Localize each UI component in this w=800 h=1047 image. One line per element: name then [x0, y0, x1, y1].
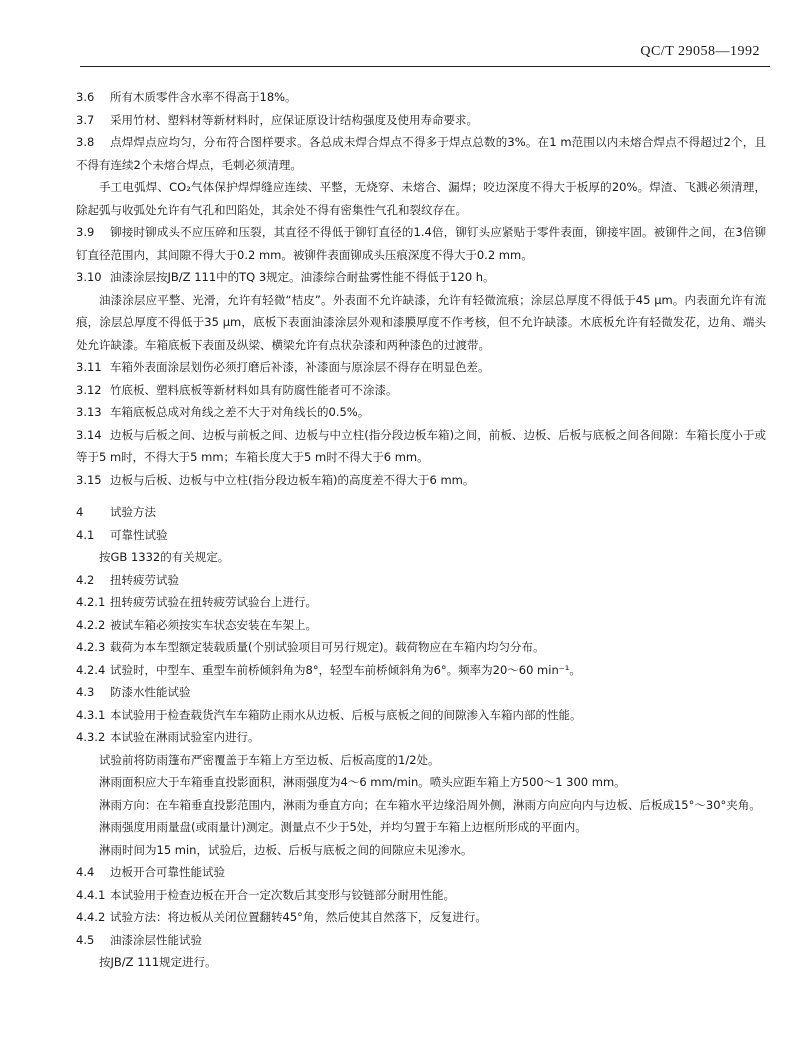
clause-number: 3.12 [76, 382, 102, 397]
clause-number: 3.8 [76, 135, 95, 149]
clause-text: 淋雨强度用雨量盘(或雨量计)测定。测量点不少于5处，并均匀置于车箱上边框所形成的平面内。 [99, 820, 587, 834]
clause-text: 油漆涂层性能试验 [110, 932, 202, 947]
paragraph [76, 524, 766, 547]
clause-text: 试验时，中型车、重型车前桥倾斜角为8°，轻型车前桥倾斜角为6°。频率为20～60 min⁻¹。 [110, 662, 581, 677]
paragraph [76, 379, 766, 402]
clause-text: 竹底板、塑料底板等新材料如具有防腐性能者可不涂漆。 [110, 382, 398, 397]
paragraph [76, 221, 766, 266]
clause-number: 3.7 [76, 112, 95, 127]
clause-number: 4.3.2 [76, 730, 106, 744]
clause-text: 采用竹材、塑料材等新材料时，应保证原设计结构强度及使用寿命要求。 [110, 112, 478, 127]
clause-number: 4.2.4 [76, 662, 106, 677]
paragraph [76, 861, 766, 884]
clause-text: 按GB 1332的有关规定。 [99, 550, 230, 564]
paragraph [76, 266, 766, 289]
paragraph [76, 469, 766, 492]
section-heading [76, 501, 766, 524]
paragraph [76, 86, 766, 109]
clause-text: 扭转疲劳试验在扭转疲劳试验台上进行。 [110, 595, 317, 609]
paragraph [76, 749, 766, 772]
clause-text: 试验前将防雨篷布严密覆盖于车箱上方至边板、后板高度的1/2处。 [99, 752, 440, 767]
standard-code-header: QC/T 29058—1992 [640, 44, 760, 59]
clause-text: 试验方法：将边板从关闭位置翻转45°角，然后使其自然落下，反复进行。 [110, 910, 487, 924]
clause-text: 本试验用于检查边板在开合一定次数后其变形与铰链部分耐用性能。 [110, 887, 455, 902]
paragraph [76, 771, 766, 794]
clause-text: 点焊焊点应均匀，分布符合图样要求。各总成未焊合焊点不得多于焊点总数的3%。在1 m范围以内未熔合焊点不得超过2个，且不得有连续2个未熔合焊点，毛刺必须清理。 [76, 135, 766, 172]
clause-text: 铆接时铆成头不应压碎和压裂，其直径不得低于铆钉直径的1.4倍，铆钉头应紧贴于零件表面，铆接牢固。被铆件之间，在3倍铆钉直径范围内，其间隙不得大于0.2 mm。被铆件表面铆成头压痕深度不得大于0.2 mm。 [76, 225, 766, 262]
clause-text: 淋雨方向：在车箱垂直投影范围内，淋雨为垂直方向；在车箱水平边缘沿周外侧，淋雨方向应向内与边板、后板成15°～30°夹角。 [99, 797, 761, 812]
clause-number: 3.10 [76, 270, 102, 284]
clause-text: 载荷为本车型额定装载质量(个别试验项目可另行规定)。载荷物应在车箱内均匀分布。 [110, 640, 545, 654]
paragraph [76, 424, 766, 469]
clause-text: 被试车箱必须按实车状态安装在车架上。 [110, 617, 317, 632]
paragraph [76, 816, 766, 839]
paragraph [76, 356, 766, 379]
clause-text: 手工电弧焊、CO₂气体保护焊焊缝应连续、平整，无烧穿、未熔合、漏焊；咬边深度不得大于板厚的20%。焊渣、飞溅必须清理，除起弧与收弧处允许有气孔和凹陷处，其余处不得有密集性气孔和裂纹存在。 [76, 180, 766, 217]
paragraph [76, 659, 766, 682]
paragraph [76, 951, 766, 974]
clause-number: 4.4 [76, 865, 95, 879]
clause-text: 所有木质零件含水率不得高于18%。 [110, 90, 297, 104]
paragraph [76, 546, 766, 569]
clause-text: 可靠性试验 [110, 527, 168, 542]
paragraph [76, 884, 766, 907]
paragraph [76, 726, 766, 749]
clause-text: 淋雨面积应大于车箱垂直投影面积，淋雨强度为4～6 mm/min。喷头应距车箱上方500～1 300 mm。 [99, 775, 626, 789]
clause-text: 本试验在淋雨试验室内进行。 [110, 730, 260, 744]
clause-number: 4.2.3 [76, 640, 106, 654]
clause-number: 3.13 [76, 405, 102, 419]
clause-number: 3.6 [76, 90, 95, 104]
clause-text: 油漆涂层应平整、光滑，允许有轻微“桔皮”。外表面不允许缺漆，允许有轻微流痕；涂层总厚度不得低于45 μm。内表面允许有流痕，涂层总厚度不得低于35 μm，底板下表面油漆涂层外观和漆膜厚度不作考核，但不允许缺漆。木底板允许有轻微发花，边角、端头处允许缺漆。车箱底板下表面及纵梁、横梁允许有点状杂漆和两种漆色的过渡带。 [76, 292, 766, 352]
clause-number: 3.11 [76, 360, 102, 374]
clause-text: 边板与后板之间、边板与前板之间、边板与中立柱(指分段边板车箱)之间，前板、边板、后板与底板之间各间隙：车箱长度小于或等于5 m时，不得大于5 mm；车箱长度大于5 m时不得大于6 mm。 [76, 427, 766, 464]
document-body [76, 86, 766, 974]
clause-number: 4.2.2 [76, 617, 106, 632]
clause-number: 4.2 [76, 572, 95, 587]
paragraph [76, 176, 766, 221]
clause-number: 4.4.1 [76, 887, 106, 902]
clause-text: 边板开合可靠性能试验 [110, 865, 225, 879]
clause-text: 试验方法 [110, 505, 156, 519]
header-rule [80, 66, 770, 67]
clause-text: 边板与后板、边板与中立柱(指分段边板车箱)的高度差不得大于6 mm。 [110, 472, 475, 487]
paragraph [76, 401, 766, 424]
clause-number: 3.14 [76, 427, 102, 442]
clause-text: 按JB/Z 111规定进行。 [99, 955, 217, 969]
paragraph [76, 289, 766, 357]
clause-text: 本试验用于检查载货汽车车箱防止雨水从边板、后板与底板之间的间隙渗入车箱内部的性能。 [110, 707, 582, 722]
paragraph [76, 906, 766, 929]
clause-text: 扭转疲劳试验 [110, 572, 179, 587]
clause-text: 车箱外表面涂层划伤必须打磨后补漆，补漆面与原涂层不得存在明显色差。 [110, 360, 490, 374]
clause-number: 3.9 [76, 225, 95, 239]
clause-text: 车箱底板总成对角线之差不大于对角线长的0.5%。 [110, 405, 370, 419]
clause-number: 4.3.1 [76, 707, 106, 722]
paragraph [76, 839, 766, 862]
paragraph [76, 131, 766, 176]
paragraph [76, 614, 766, 637]
clause-text: 淋雨时间为15 min，试验后，边板、后板与底板之间的间隙应未见渗水。 [99, 842, 473, 857]
paragraph [76, 794, 766, 817]
paragraph [76, 109, 766, 132]
clause-number: 4.2.1 [76, 595, 106, 609]
paragraph [76, 681, 766, 704]
paragraph [76, 569, 766, 592]
clause-number: 3.15 [76, 472, 102, 487]
clause-text: 防漆水性能试验 [110, 685, 191, 699]
clause-number: 4.4.2 [76, 910, 106, 924]
clause-text: 油漆涂层按JB/Z 111中的TQ 3规定。油漆综合耐盐雾性能不得低于120 h。 [110, 270, 495, 284]
clause-number: 4.3 [76, 685, 95, 699]
paragraph [76, 929, 766, 952]
clause-number: 4.1 [76, 527, 95, 542]
paragraph [76, 704, 766, 727]
clause-number: 4 [76, 505, 84, 519]
paragraph [76, 591, 766, 614]
clause-number: 4.5 [76, 932, 95, 947]
paragraph [76, 636, 766, 659]
